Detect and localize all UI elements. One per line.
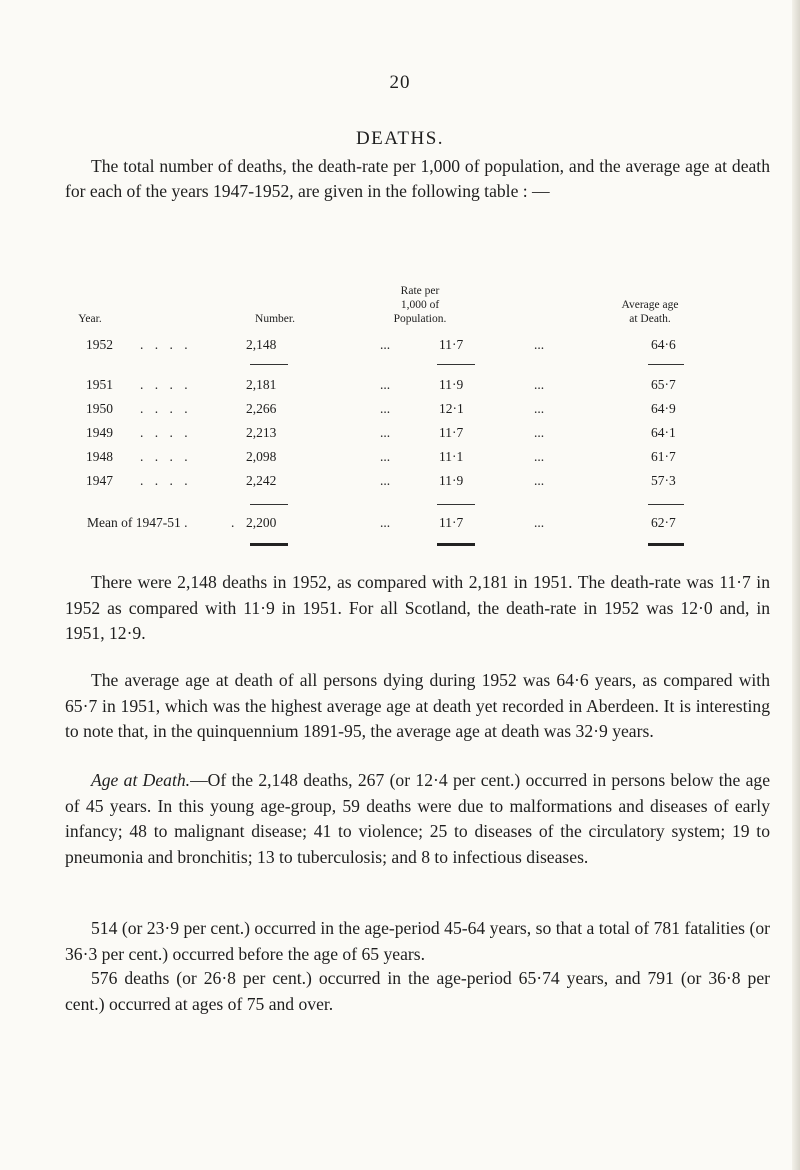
cell-rate: 11·7 [439,515,464,530]
cell-number: 2,098 [246,449,277,464]
cell-year: 1950 [86,401,113,416]
cell-sep: ... [380,337,391,352]
cell-number: 2,266 [246,401,277,416]
header-year: Year. [78,313,102,325]
cell-sep: ... [534,425,545,440]
cell-rate: 12·1 [439,401,464,416]
cell-year: 1952 [86,337,113,352]
table-double-rule [437,543,475,546]
cell-dots: . . . . [140,377,192,392]
cell-mean-label: Mean of 1947-51 . [87,515,188,530]
cell-sep: ... [534,337,545,352]
cell-dots: . [231,515,235,530]
cell-number: 2,213 [246,425,277,440]
cell-number: 2,148 [246,337,277,352]
cell-age: 61·7 [651,449,676,464]
table-rule [437,364,475,365]
cell-number: 2,181 [246,377,277,392]
cell-age: 62·7 [651,515,676,530]
cell-dots: . . . . [140,425,192,440]
paragraph-age-45-64: 514 (or 23·9 per cent.) occurred in the age-period 45-64 years, so that a total of 781 fatalities (or 36·3 per cent.) occurred before the age of 65 years. [65,918,770,964]
paragraph-body: —Of the 2,148 deaths, 267 (or 12·4 per cent.) occurred in persons below the age of 45 years. In this young age-group, 59 deaths were due to malformations and diseases of early infancy; 48 to malignant disease; 41 to violence; 25 to diseases of the circulatory system; 19 to pneumonia and bronchitis; 13 to tuberculosis; and 8 to infectious diseases. [65,770,771,867]
cell-year: 1948 [86,449,113,464]
cell-rate: 11·1 [439,449,464,464]
cell-sep: ... [380,473,391,488]
page-number: 20 [389,72,411,93]
table-rule [648,504,684,505]
table-rule [250,504,288,505]
cell-age: 64·6 [651,337,676,352]
section-heading: DEATHS. [355,128,445,149]
cell-rate: 11·7 [439,337,464,352]
cell-year: 1949 [86,425,113,440]
cell-sep: ... [380,515,391,530]
cell-rate: 11·9 [439,377,464,392]
paragraph-average-age: The average age at death of all persons dying during 1952 was 64·6 years, as compared with 65·7 in 1951, which was the highest average age at death yet recorded in Aberdeen. It is interesting to note that, in the quinquennium 1891-95, the average age at death was 32·9 years. [65,670,770,741]
header-number: Number. [255,313,295,325]
cell-sep: ... [534,515,545,530]
cell-dots: . . . . [140,449,192,464]
cell-rate: 11·7 [439,425,464,440]
paragraph-age-at-death [65,768,770,870]
cell-year: 1947 [86,473,113,488]
table-rule [648,364,684,365]
cell-rate: 11·9 [439,473,464,488]
cell-year: 1951 [86,377,113,392]
header-rate-line3: Population. [393,313,447,325]
cell-number: 2,200 [246,515,277,530]
cell-number: 2,242 [246,473,277,488]
table-double-rule [648,543,684,546]
intro-paragraph: The total number of deaths, the death-rate per 1,000 of population, and the average age at death for each of the years 1947-1952, are given in the following table : — [65,156,770,201]
cell-sep: ... [380,425,391,440]
cell-sep: ... [380,401,391,416]
cell-sep: ... [380,377,391,392]
table-double-rule [250,543,288,546]
header-rate-line2: 1,000 of [400,299,440,311]
cell-sep: ... [380,449,391,464]
cell-dots: . . . . [140,473,192,488]
header-rate-line1: Rate per [400,285,440,297]
table-rule [437,504,475,505]
cell-dots: . . . . [140,337,192,352]
cell-sep: ... [534,377,545,392]
paragraph-age-65-plus: 576 deaths (or 26·8 per cent.) occurred in the age-period 65·74 years, and 791 (or 36·8 per cent.) occurred at ages of 75 and over. [65,968,770,1014]
header-age-line2: at Death. [629,313,671,325]
cell-dots: . . . . [140,401,192,416]
cell-sep: ... [534,449,545,464]
cell-age: 64·9 [651,401,676,416]
paragraph-lead-title: Age at Death. [91,770,191,790]
paragraph-death-rate: There were 2,148 deaths in 1952, as compared with 2,181 in 1951. The death-rate was 11·7 in 1952 as compared with 11·9 in 1951. For all Scotland, the death-rate in 1952 was 12·0 and, in 1951, 12·9. [65,572,770,643]
table-rule [250,364,288,365]
cell-age: 65·7 [651,377,676,392]
cell-sep: ... [534,401,545,416]
header-age-line1: Average age [621,299,679,311]
cell-sep: ... [534,473,545,488]
cell-age: 64·1 [651,425,676,440]
cell-age: 57·3 [651,473,676,488]
